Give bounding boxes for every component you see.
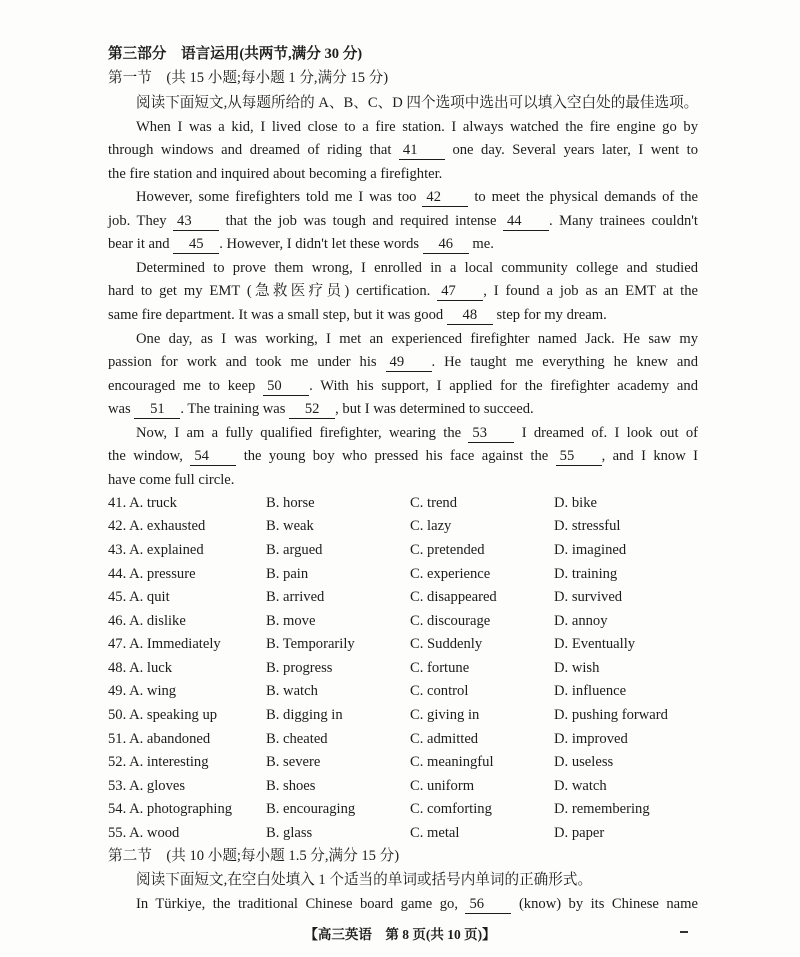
option-c: C. metal — [410, 825, 460, 841]
blank-56: 56 — [465, 895, 511, 914]
option-a: 42. A. exhausted — [108, 518, 206, 534]
blank-55: 55 — [556, 447, 602, 466]
section-three-title: 第三部分 语言运用(共两节,满分 30 分) — [108, 46, 363, 62]
option-b: B. argued — [266, 542, 323, 558]
option-c: C. comforting — [410, 801, 492, 817]
option-d: D. paper — [554, 825, 605, 841]
option-d: D. wish — [554, 660, 600, 676]
option-b: B. severe — [266, 754, 321, 770]
option-d: D. imagined — [554, 542, 627, 558]
passage-line: Now, I am a fully qualified firefighter, wearing the 53 I dreamed of. I look out of — [136, 425, 698, 441]
option-b: B. shoes — [266, 778, 316, 794]
passage-line: However, some firefighters told me I was too 42 to meet the physical demands of the — [136, 189, 698, 205]
option-a: 50. A. speaking up — [108, 707, 218, 723]
section-two-instruction: 阅读下面短文,在空白处填入 1 个适当的单词或括号内单词的正确形式。 — [136, 872, 593, 888]
passage-line: passion for work and took me under his 49 . He taught me everything he knew and — [108, 354, 699, 370]
option-b: B. cheated — [266, 731, 328, 747]
option-b: B. digging in — [266, 707, 343, 723]
blank-49: 49 — [386, 353, 432, 372]
option-a: 49. A. wing — [108, 683, 177, 699]
option-d: D. watch — [554, 778, 607, 794]
blank-45: 45 — [173, 235, 219, 254]
option-d: D. influence — [554, 683, 627, 699]
passage-line: In Türkiye, the traditional Chinese board game go, 56 (know) by its Chinese name — [136, 896, 698, 912]
blank-52: 52 — [289, 400, 335, 419]
option-d: D. training — [554, 566, 618, 582]
option-b: B. horse — [266, 495, 315, 511]
blank-50: 50 — [263, 377, 309, 396]
option-d: D. useless — [554, 754, 614, 770]
option-c: C. admitted — [410, 731, 479, 747]
option-a: 45. A. quit — [108, 589, 170, 605]
passage-line: One day, as I was working, I met an experienced firefighter named Jack. He saw my — [136, 331, 698, 347]
option-b: B. glass — [266, 825, 313, 841]
option-b: B. progress — [266, 660, 333, 676]
blank-42: 42 — [422, 188, 468, 207]
option-c: C. disappeared — [410, 589, 497, 605]
option-b: B. weak — [266, 518, 314, 534]
option-b: B. Temporarily — [266, 636, 355, 652]
section-one-instruction: 阅读下面短文,从每题所给的 A、B、C、D 四个选项中选出可以填入空白处的最佳选项。 — [136, 95, 699, 111]
page-dash — [680, 931, 688, 933]
option-a: 41. A. truck — [108, 495, 177, 511]
option-d: D. remembering — [554, 801, 650, 817]
passage-line: Determined to prove them wrong, I enrolled in a local community college and studied — [136, 260, 698, 276]
option-d: D. bike — [554, 495, 597, 511]
option-c: C. experience — [410, 566, 491, 582]
passage-line: the fire station and inquired about becoming a firefighter. — [108, 166, 443, 182]
passage-line: job. They 43 that the job was tough and required intense 44 . Many trainees couldn't — [108, 213, 698, 229]
passage-line: same fire department. It was a small step, but it was good 48 step for my dream. — [108, 307, 607, 323]
option-a: 52. A. interesting — [108, 754, 209, 770]
option-a: 53. A. gloves — [108, 778, 186, 794]
passage-line: bear it and 45 . However, I didn't let these words 46 me. — [108, 236, 494, 252]
option-b: B. encouraging — [266, 801, 356, 817]
page-footer: 【高三英语 第 8 页(共 10 页)】 — [304, 927, 496, 942]
option-d: D. Eventually — [554, 636, 636, 652]
passage-line: the window, 54 the young boy who pressed his face against the 55 , and I know I — [108, 448, 698, 464]
blank-43: 43 — [173, 212, 219, 231]
option-d: D. improved — [554, 731, 628, 747]
option-d: D. survived — [554, 589, 623, 605]
option-c: C. Suddenly — [410, 636, 483, 652]
passage-line: When I was a kid, I lived close to a fire station. I always watched the fire engine go by — [136, 119, 698, 135]
option-a: 55. A. wood — [108, 825, 180, 841]
passage-line: hard to get my EMT (急救医疗员) certification. 47 , I found a job as an EMT at the — [108, 283, 698, 299]
passage-line: have come full circle. — [108, 472, 235, 488]
blank-46: 46 — [423, 235, 469, 254]
option-b: B. watch — [266, 683, 318, 699]
option-a: 44. A. pressure — [108, 566, 196, 582]
option-d: D. stressful — [554, 518, 621, 534]
blank-53: 53 — [468, 424, 514, 443]
option-b: B. pain — [266, 566, 309, 582]
blank-48: 48 — [447, 306, 493, 325]
option-c: C. lazy — [410, 518, 452, 534]
blank-47: 47 — [437, 282, 483, 301]
option-a: 47. A. Immediately — [108, 636, 221, 652]
option-c: C. control — [410, 683, 469, 699]
passage-line: encouraged me to keep 50 . With his support, I applied for the firefighter academy and — [108, 378, 698, 394]
option-c: C. discourage — [410, 613, 491, 629]
option-a: 51. A. abandoned — [108, 731, 211, 747]
option-c: C. trend — [410, 495, 458, 511]
option-b: B. arrived — [266, 589, 325, 605]
option-d: D. pushing forward — [554, 707, 668, 723]
option-c: C. meaningful — [410, 754, 494, 770]
section-one-heading: 第一节 (共 15 小题;每小题 1 分,满分 15 分) — [108, 70, 389, 86]
blank-54: 54 — [190, 447, 236, 466]
option-c: C. giving in — [410, 707, 480, 723]
section-two-heading: 第二节 (共 10 小题;每小题 1.5 分,满分 15 分) — [108, 848, 400, 864]
option-a: 54. A. photographing — [108, 801, 233, 817]
option-a: 43. A. explained — [108, 542, 204, 558]
option-c: C. fortune — [410, 660, 470, 676]
option-c: C. pretended — [410, 542, 485, 558]
option-b: B. move — [266, 613, 316, 629]
option-d: D. annoy — [554, 613, 608, 629]
blank-51: 51 — [134, 400, 180, 419]
option-c: C. uniform — [410, 778, 475, 794]
passage-line: was 51 . The training was 52 , but I was determined to succeed. — [108, 401, 534, 417]
option-a: 48. A. luck — [108, 660, 173, 676]
passage-line: through windows and dreamed of riding that 41 one day. Several years later, I went to — [108, 142, 698, 158]
blank-41: 41 — [399, 141, 445, 160]
option-a: 46. A. dislike — [108, 613, 186, 629]
blank-44: 44 — [503, 212, 549, 231]
